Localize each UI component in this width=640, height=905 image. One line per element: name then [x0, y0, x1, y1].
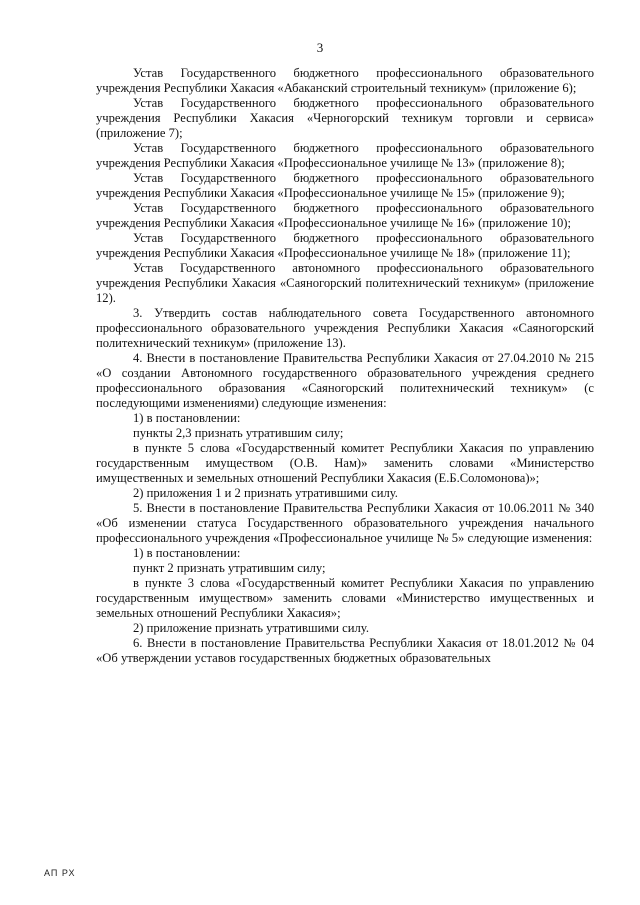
paragraph-item-5-point-2: пункт 2 признать утратившим силу;	[133, 561, 326, 575]
footer-mark: АП РХ	[44, 868, 76, 878]
paragraph-item-4-sub-2: 2) приложения 1 и 2 признать утратившими силу.	[133, 486, 398, 500]
paragraph-item-6: 6. Внести в постановление Правительства Республики Хакасия от 18.01.2012 № 04 «Об утверждении уставов государственных бюджетных образовательных	[96, 636, 594, 665]
paragraph-charter-6: Устав Государственного бюджетного профессионального образовательного учреждения Республики Хакасия «Абаканский строительный техникум» (приложение 6);	[96, 66, 594, 95]
paragraph-item-5-sub-2: 2) приложение признать утратившими силу.	[133, 621, 369, 635]
paragraph-charter-8: Устав Государственного бюджетного профессионального образовательного учреждения Республики Хакасия «Профессиональное училище № 13» (приложение 8);	[96, 141, 594, 170]
paragraph-item-5-sub-1: 1) в постановлении:	[133, 546, 241, 560]
paragraph-charter-9: Устав Государственного бюджетного профессионального образовательного учреждения Республики Хакасия «Профессиональное училище № 15» (приложение 9);	[96, 171, 594, 200]
paragraph-item-4-point-5: в пункте 5 слова «Государственный комитет Республики Хакасия по управлению государственным имуществом (О.В. Нам)» заменить словами «Министерство имущественных и земельных отношений Республики Хакасия (Е.Б.Соломонова)»;	[96, 441, 594, 485]
paragraph-charter-12: Устав Государственного автономного профессионального образовательного учреждения Республики Хакасия «Саяногорский политехнический техникум» (приложение 12).	[96, 261, 594, 305]
paragraph-item-4: 4. Внести в постановление Правительства Республики Хакасия от 27.04.2010 № 215 «О создании Автономного государственного образовательного учреждения среднего профессионального образования «Саяногорский политехнический техникум» (с последующими изменениями) следующие изменения:	[96, 351, 594, 410]
paragraph-item-3: 3. Утвердить состав наблюдательного совета Государственного автономного профессионального образовательного учреждения Республики Хакасия «Саяногорский политехнический техникум» (приложение 13).	[96, 306, 594, 350]
paragraph-item-4-points: пункты 2,3 признать утратившим силу;	[133, 426, 344, 440]
paragraph-charter-11: Устав Государственного бюджетного профессионального образовательного учреждения Республики Хакасия «Профессиональное училище № 18» (приложение 11);	[96, 231, 594, 260]
paragraph-item-4-sub-1: 1) в постановлении:	[133, 411, 241, 425]
paragraph-item-5: 5. Внести в постановление Правительства Республики Хакасия от 10.06.2011 № 340 «Об изменении статуса Государственного образовательного учреждения начального профессионального учреждения «Профессиональное училище № 5» следующие изменения:	[96, 501, 594, 545]
paragraph-charter-10: Устав Государственного бюджетного профессионального образовательного учреждения Республики Хакасия «Профессиональное училище № 16» (приложение 10);	[96, 201, 594, 230]
document-body	[96, 66, 594, 666]
page-number: 3	[316, 40, 324, 55]
paragraph-item-5-point-3: в пункте 3 слова «Государственный комитет Республики Хакасия по управлению государственным имуществом» заменить словами «Министерство имущественных и земельных отношений Республики Хакасия»;	[96, 576, 594, 620]
paragraph-charter-7: Устав Государственного бюджетного профессионального образовательного учреждения Республики Хакасия «Черногорский техникум торговли и сервиса» (приложение 7);	[96, 96, 594, 140]
